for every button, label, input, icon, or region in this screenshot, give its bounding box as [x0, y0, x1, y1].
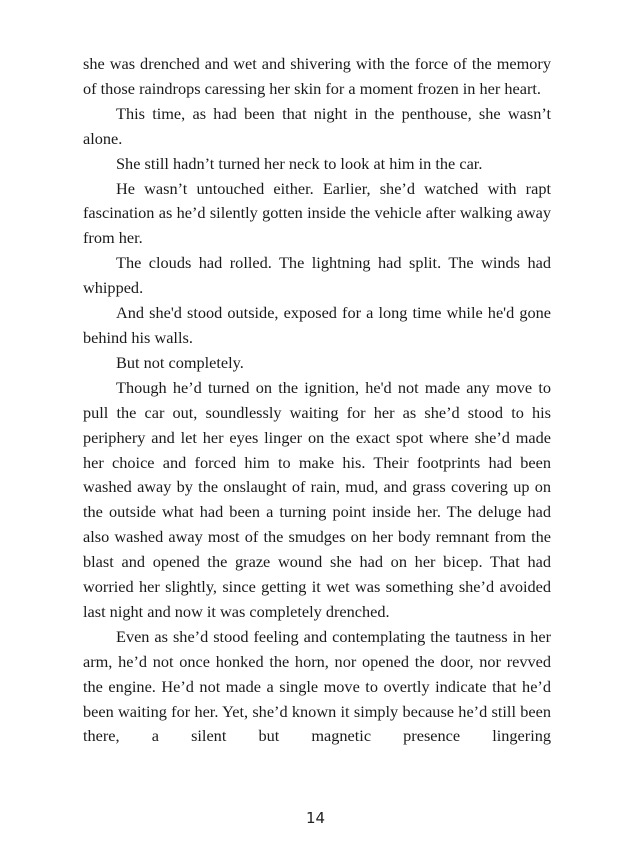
- body-text: [83, 52, 551, 749]
- paragraph: He wasn’t untouched either. Earlier, she’d watched with rapt fascination as he’d silently gotten inside the vehicle after walking away from her.: [83, 178, 551, 248]
- paragraph: she was drenched and wet and shivering with the force of the memory of those raindrops caressing her skin for a moment frozen in her heart.: [83, 54, 551, 98]
- page-number: 14: [305, 809, 326, 827]
- paragraph: The clouds had rolled. The lightning had split. The winds had whipped.: [83, 253, 551, 298]
- paragraph: She still hadn’t turned her neck to look at him in the car.: [116, 153, 483, 173]
- paragraph: And she'd stood outside, exposed for a long time while he'd gone behind his walls.: [83, 303, 551, 347]
- paragraph: Even as she’d stood feeling and contemplating the tautness in her arm, he’d not once honked the horn, nor opened the door, nor revved the engine. He’d not made a single move to overtly indicate that he’d been waiting for her. Yet, she’d known it simply because he’d still been there, a silent but magnetic presence lingering: [83, 626, 551, 746]
- paragraph: Though he’d turned on the ignition, he'd not made any move to pull the car out, soundlessly waiting for her as she’d stood to his periphery and let her eyes linger on the exact spot where she’d made her choice and forced him to make his. Their footprints had been washed away by the onslaught of rain, mud, and grass covering up on the outside what had been a turning point inside her. The deluge had also washed away most of the smudges on her body remnant from the blast and opened the graze wound she had on her bicep. That had worried her slightly, since getting it wet was something she’d avoided last night and now it was completely drenched.: [83, 377, 551, 621]
- paragraph: But not completely.: [116, 352, 244, 372]
- paragraph: This time, as had been that night in the penthouse, she wasn’t alone.: [83, 103, 551, 148]
